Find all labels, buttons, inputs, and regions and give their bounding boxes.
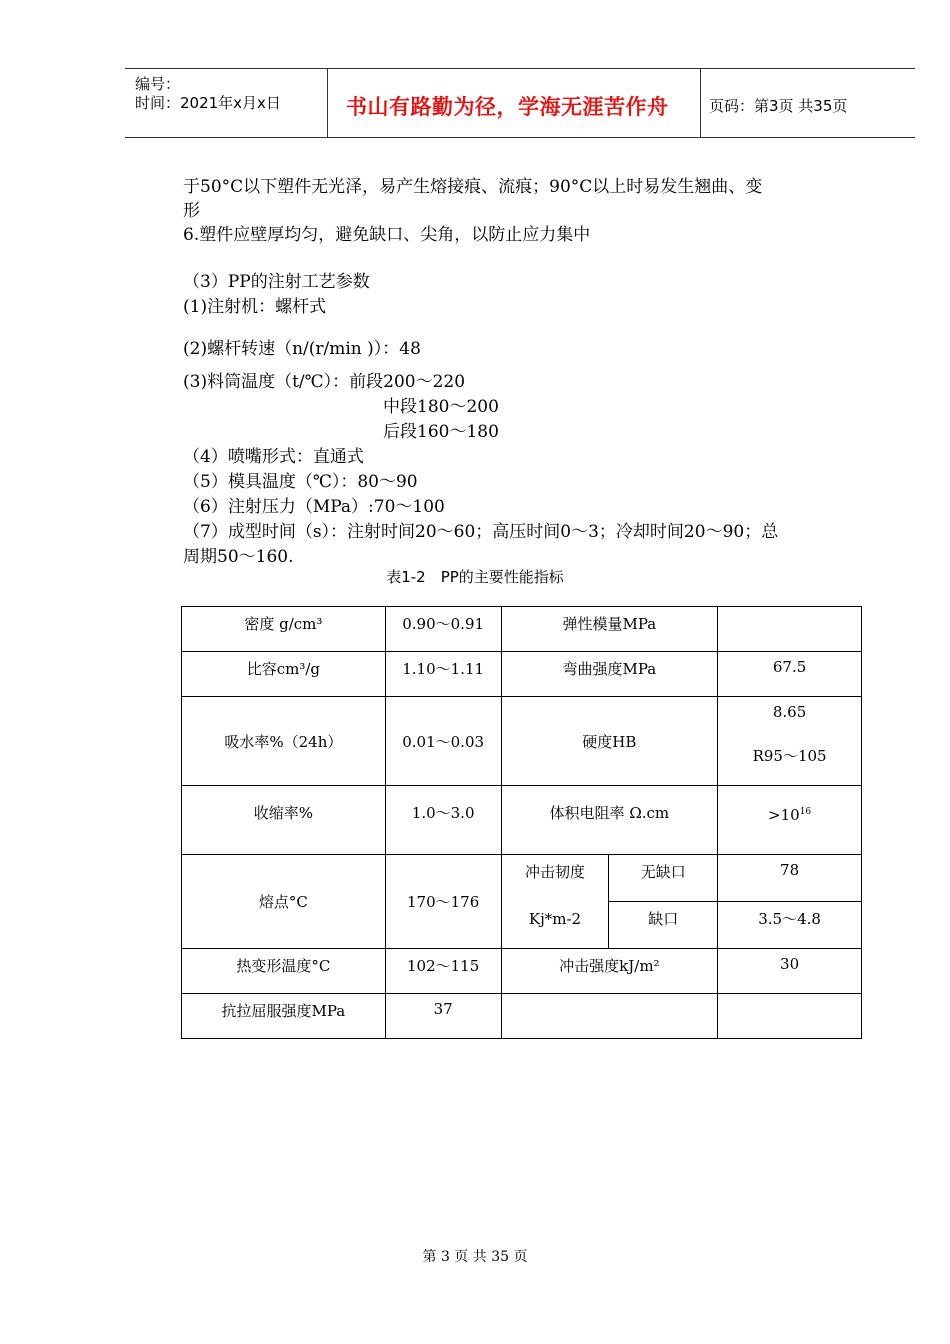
table-row xyxy=(182,652,862,697)
table-cell: 硬度HB xyxy=(501,697,718,786)
table-row xyxy=(182,697,862,786)
table-cell: 0.90～0.91 xyxy=(385,607,501,652)
table-cell: 吸水率%（24h） xyxy=(182,697,386,786)
properties-table xyxy=(181,606,862,1039)
number-label: 编号： xyxy=(135,75,181,93)
motto: 书山有路勤为径，学海无涯苦作舟 xyxy=(346,95,669,119)
table-row xyxy=(182,855,862,902)
param-3-mid: 中段180～200 xyxy=(383,397,499,417)
text-line-2: 形 xyxy=(183,201,200,221)
table-cell: 78 xyxy=(718,855,862,902)
table-cell: 比容cm³/g xyxy=(182,652,386,697)
table-cell: 热变形温度°C xyxy=(182,949,386,994)
header-motto-cell xyxy=(328,69,701,137)
table-cell: 67.5 xyxy=(718,652,862,697)
table-cell: 密度 g/cm³ xyxy=(182,607,386,652)
table-row xyxy=(182,949,862,994)
param-5: （5）模具温度（℃）：80～90 xyxy=(183,472,418,492)
table-cell: 弯曲强度MPa xyxy=(501,652,718,697)
table-cell xyxy=(718,994,862,1039)
param-7-cont: 周期50～160. xyxy=(183,547,294,567)
table-cell: 缺口 xyxy=(609,902,718,949)
header-page-cell xyxy=(701,69,915,137)
table-row xyxy=(182,786,862,855)
page-label: 页码：第3页 共35页 xyxy=(709,97,848,115)
param-2: (2)螺杆转速（n/(r/min )）：48 xyxy=(183,339,421,359)
param-3: (3)料筒温度（t/℃）：前段200～220 xyxy=(183,372,466,392)
param-3-rear: 后段160～180 xyxy=(383,422,499,442)
table-cell xyxy=(501,994,718,1039)
table-row xyxy=(182,607,862,652)
table-cell: 熔点°C xyxy=(182,855,386,949)
table-cell: 8.65 R95～105 xyxy=(718,697,862,786)
param-4: （4）喷嘴形式：直通式 xyxy=(183,447,364,467)
table-cell: 无缺口 xyxy=(609,855,718,902)
table-cell: $>10^{16}$ xyxy=(718,786,862,855)
table-cell: 170～176 xyxy=(385,855,501,949)
table-cell: 1.0～3.0 xyxy=(385,786,501,855)
table-cell xyxy=(718,607,862,652)
table-cell: 体积电阻率 Ω.cm xyxy=(501,786,718,855)
table-cell: 弹性模量MPa xyxy=(501,607,718,652)
param-7: （7）成型时间（s）：注射时间20～60；高压时间0～3；冷却时间20～90；总 xyxy=(183,522,779,542)
table-cell: 1.10～1.11 xyxy=(385,652,501,697)
page-header xyxy=(125,68,915,138)
section-title: （3）PP的注射工艺参数 xyxy=(183,272,370,292)
table-cell: 收缩率% xyxy=(182,786,386,855)
table-cell: 冲击强度kJ/m² xyxy=(501,949,718,994)
text-line-3: 6.塑件应壁厚均匀，避免缺口、尖角，以防止应力集中 xyxy=(183,225,591,245)
table-row xyxy=(182,994,862,1039)
table-cell: 冲击韧度 Kj*m-2 xyxy=(501,855,609,949)
page-footer: 第 3 页 共 35 页 xyxy=(422,1249,528,1265)
text-line-1: 于50°C以下塑件无光泽，易产生熔接痕、流痕；90°C以上时易发生翘曲、变 xyxy=(183,177,763,197)
table-cell: 3.5～4.8 xyxy=(718,902,862,949)
table-cell: 0.01～0.03 xyxy=(385,697,501,786)
table-caption: 表1-2 PP的主要性能指标 xyxy=(386,568,564,586)
table-cell: 抗拉屈服强度MPa xyxy=(182,994,386,1039)
table-cell: 37 xyxy=(385,994,501,1039)
header-meta-cell xyxy=(125,69,328,137)
param-6: （6）注射压力（MPa）:70～100 xyxy=(183,497,445,517)
table-cell: 30 xyxy=(718,949,862,994)
param-1: (1)注射机：螺杆式 xyxy=(183,297,327,317)
time-label: 时间：2021年x月x日 xyxy=(135,94,281,112)
table-cell: 102～115 xyxy=(385,949,501,994)
